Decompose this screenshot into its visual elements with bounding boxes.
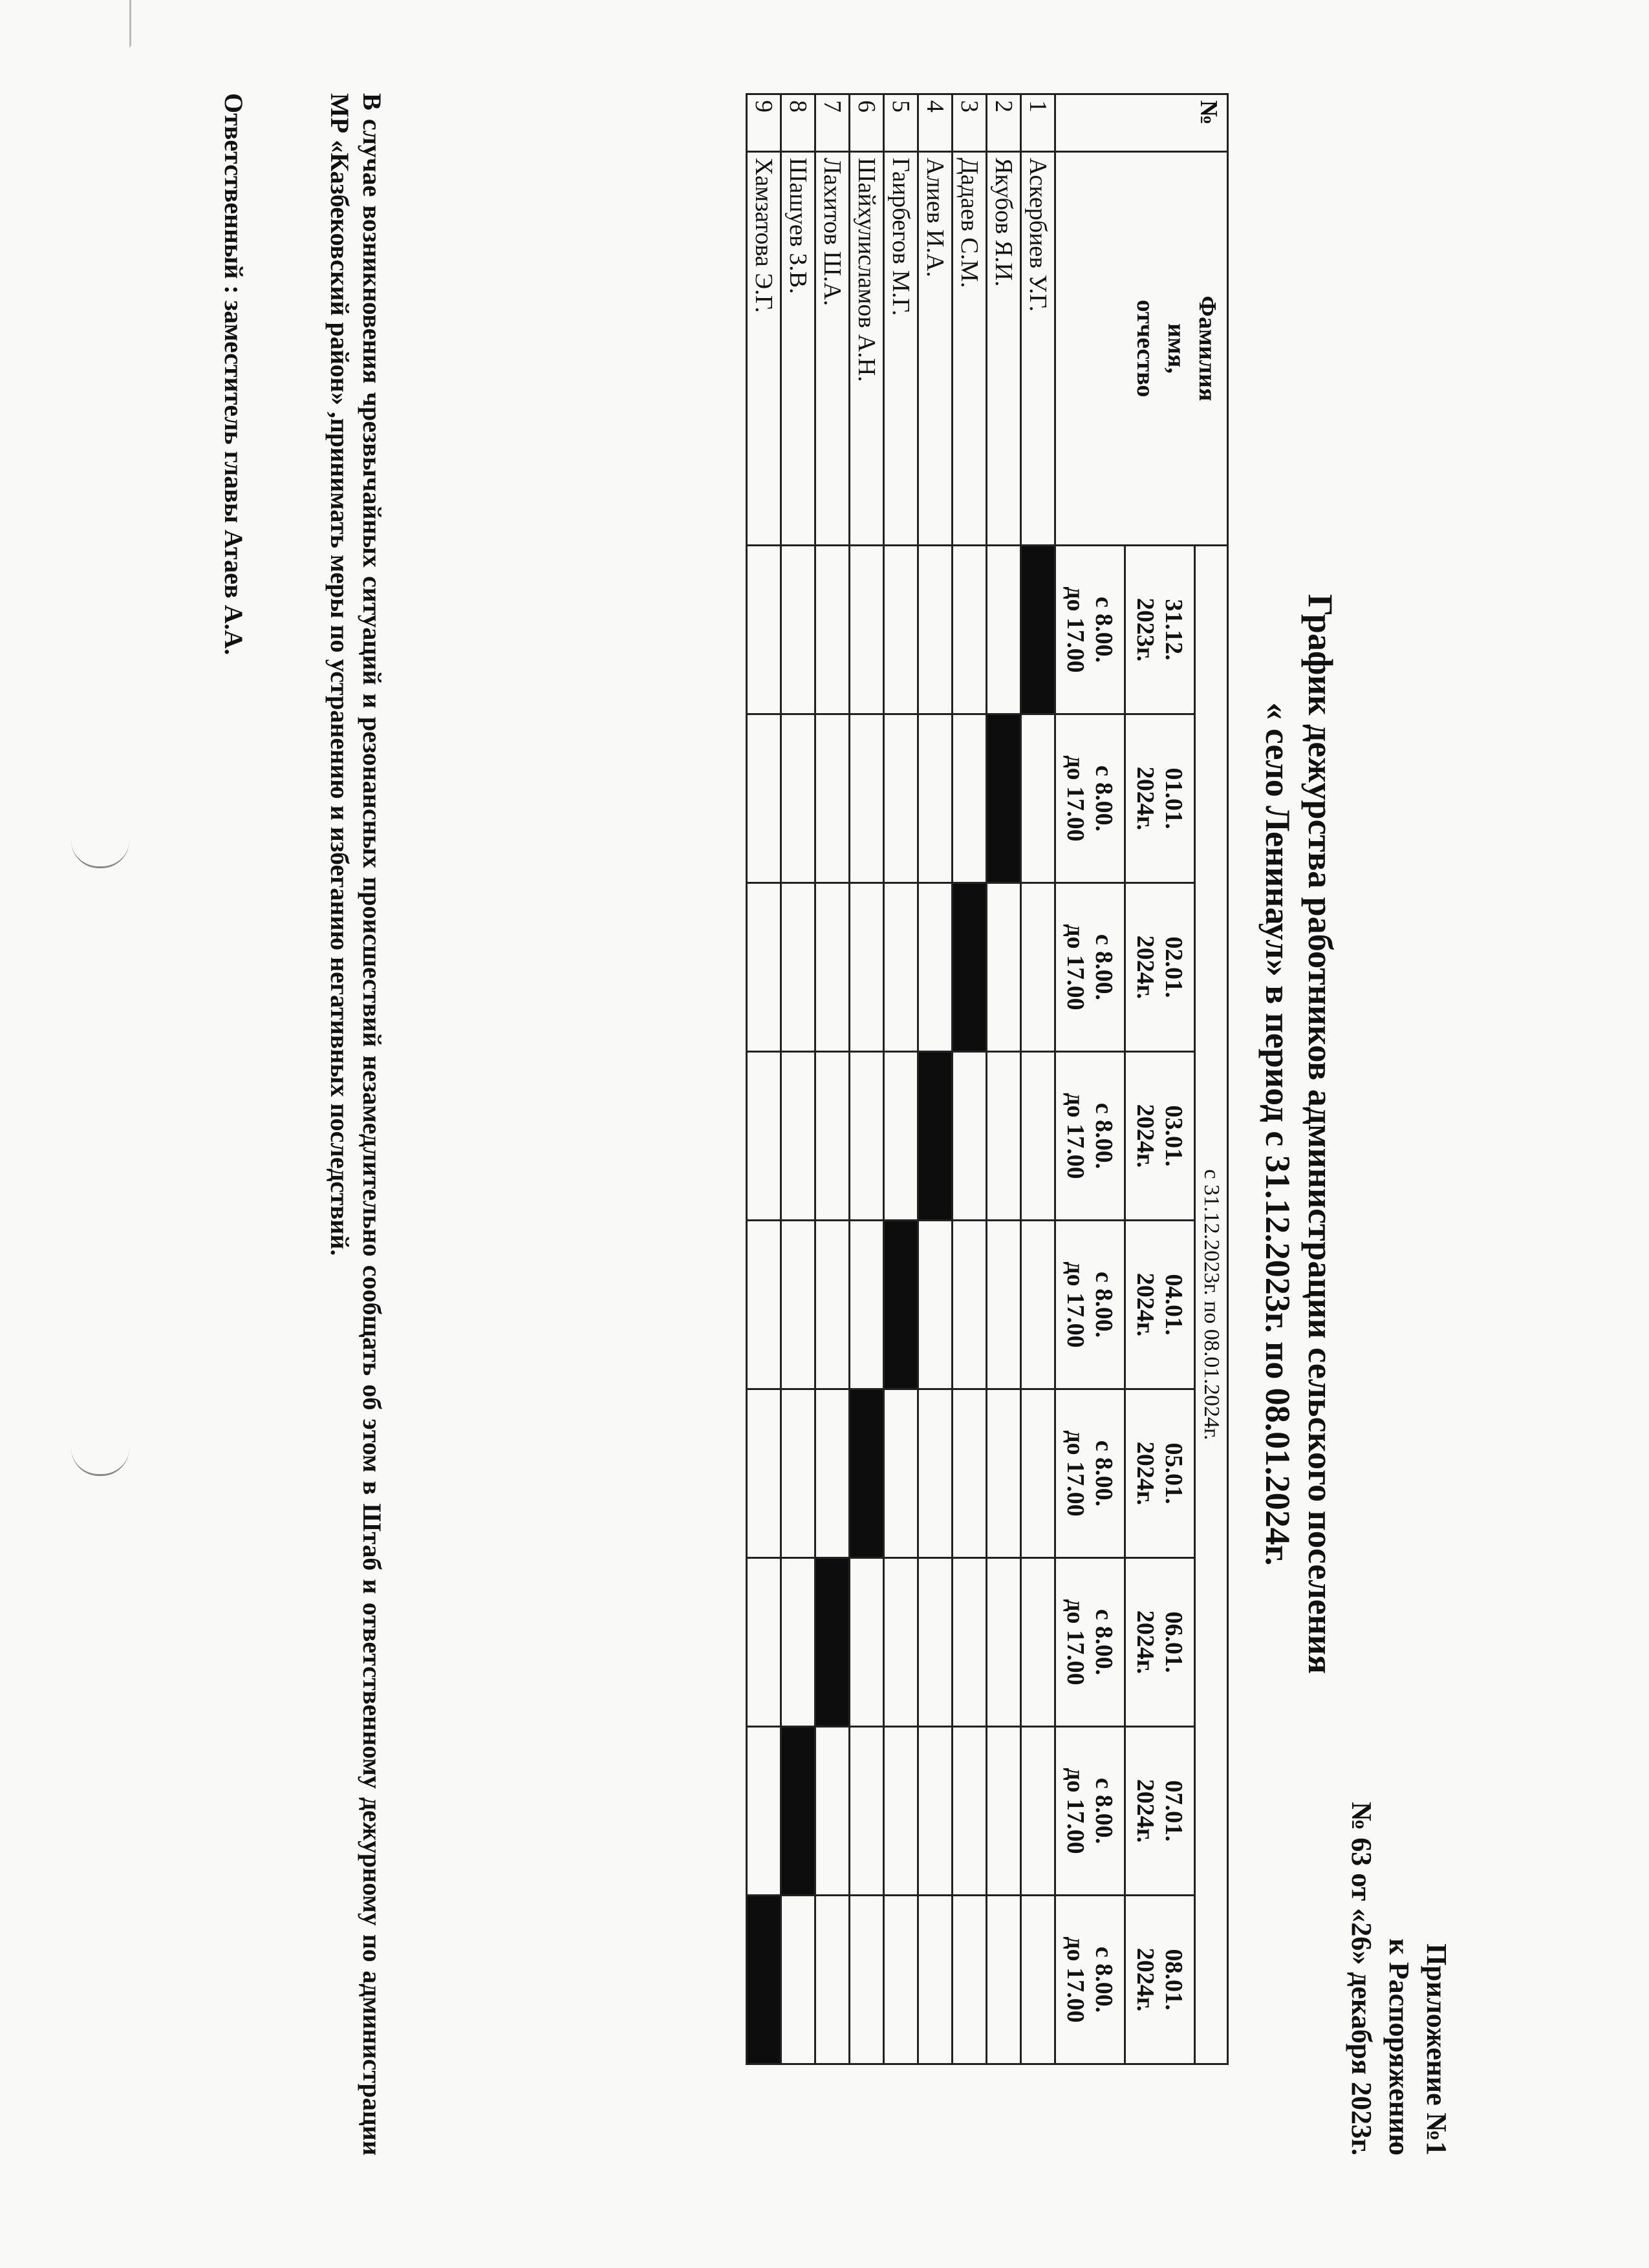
header-date [1125, 714, 1195, 883]
table-body [747, 94, 1055, 2064]
duty-cell-filled [987, 714, 1021, 883]
header-time [1055, 546, 1125, 714]
document-title [1256, 67, 1342, 2201]
row-number: 1 [1021, 94, 1055, 152]
date-day: 06.01. [1160, 1611, 1188, 1673]
duty-cell-empty [747, 1052, 781, 1221]
instruction-note: В случае возникновения чрезвычайных ситуаций и резонансных происшествий незамедлительно сообщать об этом в Штаб и ответственному дежурному по администрации МР «Казбековский район» ,принимать меры по устранению и избеганию негативных последствий. [325, 93, 387, 2156]
header-time [1055, 1221, 1125, 1389]
table-row [747, 94, 781, 2064]
date-year: 2024г. [1132, 1610, 1159, 1674]
duty-cell-empty [884, 714, 918, 883]
duty-cell-filled [918, 1052, 953, 1221]
duty-cell-empty [987, 1727, 1021, 1896]
duty-cell-empty [953, 1558, 987, 1727]
employee-name: Алиев И.А. [918, 152, 953, 546]
duty-cell-empty [781, 1389, 815, 1558]
header-date [1125, 1727, 1195, 1896]
document-content [162, 67, 1487, 2201]
duty-cell-empty [781, 883, 815, 1052]
duty-cell-empty [1021, 1558, 1055, 1727]
duty-cell-empty [987, 1896, 1021, 2064]
time-to: до 17.00 [1062, 1936, 1090, 2023]
duty-cell-empty [884, 1727, 918, 1896]
table-row [1021, 94, 1055, 2064]
time-to: до 17.00 [1062, 1093, 1090, 1179]
duty-cell-filled [884, 1221, 918, 1389]
date-year: 2024г. [1132, 766, 1159, 831]
header-name-line: отчество [1132, 299, 1159, 398]
duty-cell-empty [1021, 1052, 1055, 1221]
date-year: 2024г. [1132, 1441, 1159, 1506]
date-day: 02.01. [1160, 936, 1188, 998]
time-to: до 17.00 [1062, 924, 1090, 1011]
row-number: 4 [918, 94, 953, 152]
duty-cell-empty [781, 714, 815, 883]
header-name-line: имя, [1163, 323, 1190, 374]
duty-cell-empty [850, 714, 884, 883]
time-from: с 8.00. [1090, 1946, 1118, 2013]
duty-cell-filled [815, 1558, 850, 1727]
duty-schedule-table [746, 93, 1229, 2065]
duty-cell-empty [987, 1221, 1021, 1389]
duty-cell-empty [918, 1727, 953, 1896]
header-date [1125, 1052, 1195, 1221]
time-to: до 17.00 [1062, 1599, 1090, 1685]
duty-cell-empty [815, 1389, 850, 1558]
duty-cell-empty [781, 1052, 815, 1221]
header-period: с 31.12.2023г. по 08.01.2024г. [1195, 546, 1228, 2064]
duty-cell-empty [1021, 1389, 1055, 1558]
duty-cell-empty [884, 1896, 918, 2064]
duty-cell-empty [987, 1052, 1021, 1221]
duty-cell-filled [1021, 546, 1055, 714]
duty-cell-empty [747, 883, 781, 1052]
date-year: 2024г. [1132, 935, 1159, 1000]
table-row [918, 94, 953, 2064]
duty-cell-empty [815, 1727, 850, 1896]
time-from: с 8.00. [1090, 765, 1118, 832]
duty-cell-empty [850, 1558, 884, 1727]
duty-cell-empty [815, 1221, 850, 1389]
duty-cell-empty [987, 1389, 1021, 1558]
title-line: График дежурства работников администрации сельского поселения [1301, 594, 1340, 1674]
duty-cell-empty [850, 1727, 884, 1896]
duty-cell-empty [815, 1896, 850, 2064]
duty-cell-empty [953, 1052, 987, 1221]
table-row [953, 94, 987, 2064]
header-date [1125, 1896, 1195, 2064]
header-date [1125, 1389, 1195, 1558]
duty-cell-empty [918, 1221, 953, 1389]
time-from: с 8.00. [1090, 1777, 1118, 1845]
time-to: до 17.00 [1062, 1768, 1090, 1854]
header-time [1055, 883, 1125, 1052]
table-row [815, 94, 850, 2064]
table-row [987, 94, 1021, 2064]
duty-cell-empty [884, 883, 918, 1052]
header-number: № [1055, 94, 1228, 152]
duty-cell-empty [918, 546, 953, 714]
duty-cell-filled [747, 1896, 781, 2064]
duty-cell-empty [815, 883, 850, 1052]
duty-cell-filled [953, 883, 987, 1052]
row-number: 9 [747, 94, 781, 152]
time-to: до 17.00 [1062, 1430, 1090, 1517]
duty-cell-empty [1021, 1727, 1055, 1896]
duty-cell-empty [747, 714, 781, 883]
appendix-line: к Распоряжению [1383, 1938, 1415, 2156]
duty-cell-filled [781, 1727, 815, 1896]
duty-cell-empty [918, 714, 953, 883]
employee-name: Шашуев З.В. [781, 152, 815, 546]
duty-cell-empty [1021, 883, 1055, 1052]
date-year: 2024г. [1132, 1104, 1159, 1168]
date-day: 31.12. [1160, 599, 1188, 661]
duty-cell-filled [850, 1389, 884, 1558]
header-time [1055, 1052, 1125, 1221]
date-day: 03.01. [1160, 1105, 1188, 1167]
time-to: до 17.00 [1062, 1261, 1090, 1348]
duty-cell-empty [747, 1558, 781, 1727]
duty-cell-empty [884, 1052, 918, 1221]
date-year: 2024г. [1132, 1272, 1159, 1337]
punch-hole-mark [71, 840, 129, 868]
duty-cell-empty [1021, 1221, 1055, 1389]
duty-cell-empty [884, 546, 918, 714]
employee-name: Хамзатова Э.Г. [747, 152, 781, 546]
duty-cell-empty [884, 1558, 918, 1727]
duty-cell-empty [850, 883, 884, 1052]
duty-cell-empty [918, 1389, 953, 1558]
date-day: 04.01. [1160, 1274, 1188, 1336]
duty-cell-empty [815, 1052, 850, 1221]
time-from: с 8.00. [1090, 1271, 1118, 1338]
date-year: 2024г. [1132, 1779, 1159, 1843]
duty-cell-empty [781, 1558, 815, 1727]
row-number: 3 [953, 94, 987, 152]
title-line: « село Ленинаул» в период с 31.12.2023г. по 08.01.2024г. [1258, 702, 1297, 1566]
duty-cell-empty [987, 883, 1021, 1052]
responsible-person: Ответственный : заместитель главы Атаев А.А. [219, 93, 248, 656]
date-day: 01.01. [1160, 767, 1188, 829]
employee-name: Якубов Я.И. [987, 152, 1021, 546]
employee-name: Дадаев С.М. [953, 152, 987, 546]
duty-cell-empty [884, 1389, 918, 1558]
date-year: 2024г. [1132, 1947, 1159, 2012]
time-from: с 8.00. [1090, 1609, 1118, 1676]
duty-cell-empty [850, 546, 884, 714]
appendix-line: Приложение №1 [1421, 1943, 1452, 2156]
duty-cell-empty [918, 883, 953, 1052]
appendix-line: № 63 от «26» декабря 2023г. [1346, 1801, 1377, 2156]
header-date [1125, 1558, 1195, 1727]
duty-cell-empty [850, 1896, 884, 2064]
row-number: 2 [987, 94, 1021, 152]
employee-name: Лахитов Ш.А. [815, 152, 850, 546]
page-fold-corner [0, 0, 131, 233]
duty-cell-empty [815, 546, 850, 714]
time-from: с 8.00. [1090, 934, 1118, 1001]
time-from: с 8.00. [1090, 1102, 1118, 1170]
employee-name: Гаирбегов М.Г. [884, 152, 918, 546]
header-name [1055, 152, 1228, 546]
duty-cell-empty [1021, 1896, 1055, 2064]
time-to: до 17.00 [1062, 586, 1090, 673]
date-day: 08.01. [1160, 1949, 1188, 2011]
duty-cell-empty [747, 1389, 781, 1558]
duty-cell-empty [1021, 714, 1055, 883]
row-number: 8 [781, 94, 815, 152]
row-number: 7 [815, 94, 850, 152]
header-name-line: Фамилия [1194, 295, 1221, 401]
punch-hole-mark [71, 1448, 129, 1476]
header-time [1055, 1896, 1125, 2064]
table-row [850, 94, 884, 2064]
date-year: 2023г. [1132, 597, 1159, 662]
employee-name: Аскербиев У.Г. [1021, 152, 1055, 546]
header-time [1055, 1389, 1125, 1558]
table-row [884, 94, 918, 2064]
duty-cell-empty [781, 1221, 815, 1389]
header-time [1055, 714, 1125, 883]
header-time [1055, 1558, 1125, 1727]
header-time [1055, 1727, 1125, 1896]
header-date [1125, 1221, 1195, 1389]
duty-cell-empty [953, 1221, 987, 1389]
duty-cell-empty [850, 1052, 884, 1221]
duty-cell-empty [747, 1727, 781, 1896]
row-number: 6 [850, 94, 884, 152]
duty-cell-empty [781, 1896, 815, 2064]
duty-cell-empty [953, 546, 987, 714]
duty-cell-empty [781, 546, 815, 714]
duty-cell-empty [953, 1727, 987, 1896]
header-date [1125, 883, 1195, 1052]
date-day: 05.01. [1160, 1442, 1188, 1504]
duty-cell-empty [918, 1896, 953, 2064]
header-date [1125, 546, 1195, 714]
time-from: с 8.00. [1090, 596, 1118, 663]
duty-cell-empty [953, 1896, 987, 2064]
time-to: до 17.00 [1062, 755, 1090, 842]
duty-cell-empty [953, 714, 987, 883]
row-number: 5 [884, 94, 918, 152]
table-row [781, 94, 815, 2064]
duty-cell-empty [953, 1389, 987, 1558]
duty-cell-empty [850, 1221, 884, 1389]
duty-cell-empty [747, 1221, 781, 1389]
employee-name: Шайхулисламов А.Н. [850, 152, 884, 546]
appendix-header [1342, 1802, 1455, 2156]
duty-cell-empty [918, 1558, 953, 1727]
time-from: с 8.00. [1090, 1440, 1118, 1507]
duty-cell-empty [987, 1558, 1021, 1727]
duty-cell-empty [747, 546, 781, 714]
duty-cell-empty [987, 546, 1021, 714]
date-day: 07.01. [1160, 1780, 1188, 1842]
duty-cell-empty [815, 714, 850, 883]
